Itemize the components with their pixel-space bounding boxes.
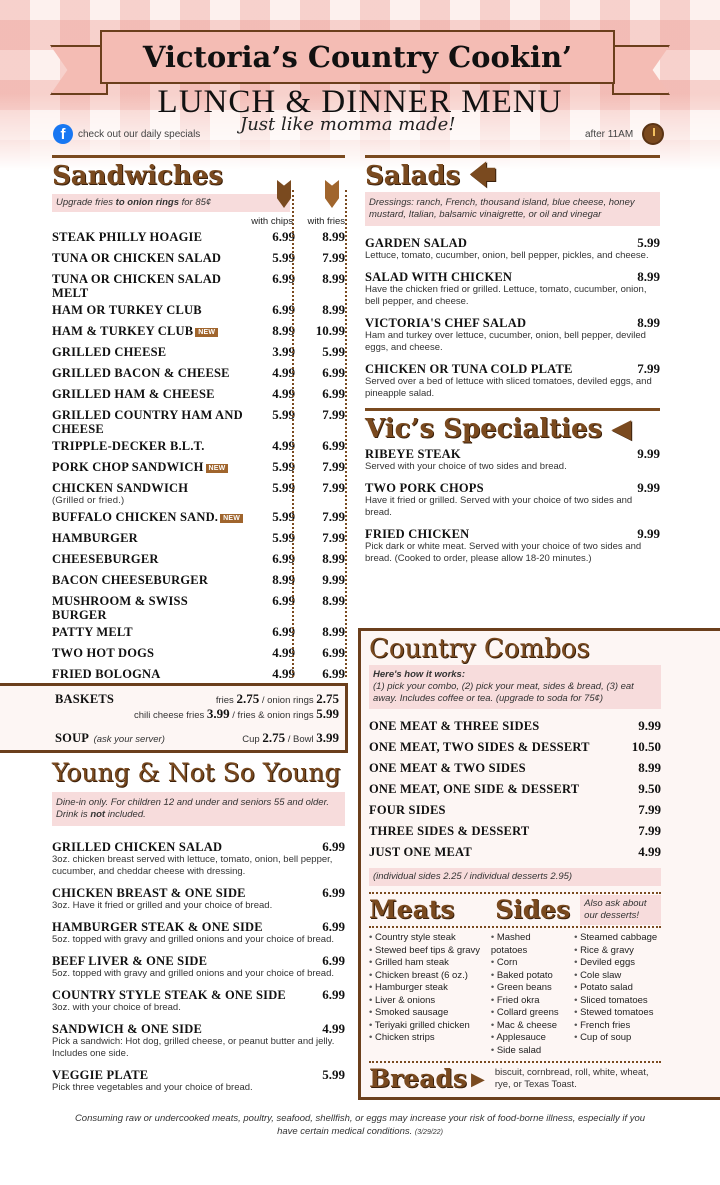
item-name-text: MUSHROOM & SWISS BURGER [52,594,188,622]
menu-item [52,528,345,549]
item-price: 6.99 [322,919,345,934]
item-description: Have the chicken fried or grilled. Lettuce, tomato, cucumber, onion, bell pepper, and cheese. [365,284,647,307]
menu-item [52,384,345,405]
menu-item [365,316,660,354]
price-fries: 7.99 [322,407,345,422]
combo-name: THREE SIDES & DESSERT [369,824,530,838]
arrow-right-icon: ▶ [470,1068,485,1089]
price-chips: 8.99 [272,323,295,338]
item-name-text: HAM OR TURKEY CLUB [52,303,202,317]
sandwiches-heading: Sandwiches [52,161,223,191]
facebook-text[interactable]: check out our daily specials [78,129,201,140]
salad-list [365,236,660,400]
young-section [52,757,345,1102]
list-item: • Side salad [491,1045,568,1058]
item-name: SALAD WITH CHICKEN [365,270,513,284]
list-item: • Mashed potatoes [491,932,568,957]
divider [365,155,660,158]
sandwiches-section [52,155,345,685]
list-item: • Steamed cabbage [574,932,661,945]
list-item: • Baked potato [491,970,568,983]
young-list [52,840,345,1094]
new-badge: NEW [220,514,243,523]
price-fries: 8.99 [322,302,345,317]
item-header [52,840,345,854]
price-fries: 7.99 [322,530,345,545]
item-price: 5.99 [322,1067,345,1082]
menu-item [52,321,345,342]
arrow-left-icon: 🡄 [469,161,497,191]
item-name-text: GRILLED CHEESE [52,345,167,359]
item-name-text: PORK CHOP SANDWICH [52,460,204,474]
item-price: 6.99 [322,885,345,900]
item-name: CHICKEN OR TUNA COLD PLATE [365,362,573,376]
item-name: TWO PORK CHOPS [365,481,484,495]
list-item: • Stewed beef tips & gravy [369,945,485,958]
item-price: 9.99 [637,480,660,495]
col-chips: with chips [251,216,293,227]
baskets-box: BASKETS fries 2.75 / onion rings 2.75 chili cheese fries 3.99 / fries & onion rings 5.99 SOUP (ask your server) Cup 2.75 / Bowl 3.99 [0,683,348,753]
sides-list [491,932,568,1057]
salads-heading: Salads 🡄 [365,161,497,191]
menu-item [52,363,345,384]
price-chips: 4.99 [272,365,295,380]
item-name [52,408,245,436]
list-item: • Hamburger steak [369,982,485,995]
item-name [52,460,245,474]
facebook-icon[interactable]: f [53,124,73,144]
item-price: 9.99 [637,446,660,461]
price-chips: 5.99 [272,530,295,545]
combo-name: ONE MEAT & TWO SIDES [369,761,526,775]
item-description: Served over a bed of lettuce with sliced tomatoes, deviled eggs, and pineapple salad. [365,376,652,399]
combo-price: 8.99 [638,760,661,775]
item-name: HAMBURGER STEAK & ONE SIDE [52,920,263,934]
item-name: GRILLED CHICKEN SALAD [52,840,223,854]
menu-item [365,236,660,262]
combo-price: 7.99 [638,823,661,838]
item-price: 7.99 [637,361,660,376]
new-badge: NEW [195,328,218,337]
item-name-text: PATTY MELT [52,625,133,639]
combo-name: ONE MEAT & THREE SIDES [369,719,540,733]
item-name [52,366,245,380]
item-description: 3oz. with your choice of bread. [52,1002,181,1013]
list-item: • Mac & cheese [491,1020,568,1033]
item-name [52,230,245,244]
item-name [52,251,245,265]
baskets-label: BASKETS [55,692,115,706]
menu-item [52,988,345,1014]
item-price: 6.99 [322,987,345,1002]
combo-item [369,782,661,803]
price-fries: 8.99 [322,271,345,286]
price-chips: 5.99 [272,407,295,422]
item-header [52,954,345,968]
price-fries: 9.99 [322,572,345,587]
price-chips: 5.99 [272,509,295,524]
menu-item [52,954,345,980]
menu-item [52,840,345,878]
item-name [52,510,245,524]
item-header [52,988,345,1002]
combos-heading: Country Combos [369,634,590,664]
item-name-text: GRILLED HAM & CHEESE [52,387,215,401]
menu-item [52,478,345,507]
young-note: Dine-in only. For children 12 and under and seniors 55 and older. Drink is not included. [52,792,345,826]
item-name-text: BUFFALO CHICKEN SAND. [52,510,219,524]
menu-item [365,481,660,519]
price-fries: 6.99 [322,438,345,453]
item-price: 8.99 [637,315,660,330]
item-name-text: TRIPPLE-DECKER B.L.T. [52,439,205,453]
item-name [52,481,245,507]
item-description: Lettuce, tomato, cucumber, onion, bell pepper, pickles, and cheese. [365,250,649,261]
list-item: • Stewed tomatoes [574,1007,661,1020]
menu-item [52,300,345,321]
list-item: • Fried okra [491,995,568,1008]
price-fries: 6.99 [322,386,345,401]
price-chips: 5.99 [272,459,295,474]
combo-name: ONE MEAT, TWO SIDES & DESSERT [369,740,590,754]
clock-icon [642,123,664,145]
item-name-text: TUNA OR CHICKEN SALAD MELT [52,272,222,300]
item-name [52,667,245,681]
price-fries: 5.99 [322,344,345,359]
arrow-left-icon: ◀ [611,414,632,444]
combo-name: JUST ONE MEAT [369,845,472,859]
item-name [52,573,245,587]
combo-item [369,803,661,824]
item-name-text: HAMBURGER [52,531,138,545]
combo-item [369,845,661,866]
list-item: • Green beans [491,982,568,995]
item-name-text: BACON CHEESEBURGER [52,573,209,587]
item-header [365,270,660,284]
item-name [52,625,245,639]
item-name-text: GRILLED COUNTRY HAM AND CHEESE [52,408,243,436]
item-name-text: HAM & TURKEY CLUB [52,324,194,338]
menu-item [52,549,345,570]
salads-section [365,155,660,573]
price-chips: 6.99 [272,271,295,286]
menu-item [365,270,660,308]
list-item: • Deviled eggs [574,957,661,970]
menu-item [52,269,345,300]
list-item: • Sliced tomatoes [574,995,661,1008]
list-item: • Liver & onions [369,995,485,1008]
combo-name: ONE MEAT, ONE SIDE & DESSERT [369,782,580,796]
item-name: RIBEYE STEAK [365,447,461,461]
item-header [52,1022,345,1036]
menu-item [52,248,345,269]
item-name: FRIED CHICKEN [365,527,470,541]
menu-item [52,622,345,643]
item-price: 4.99 [322,1021,345,1036]
specialties-list [365,447,660,565]
upgrade-note: Upgrade fries to onion rings for 85¢ [52,194,290,212]
soup-label: SOUP [55,731,90,745]
disclaimer: Consuming raw or undercooked meats, poultry, seafood, shellfish, or eggs may increase your risk of food-borne illness, especially if you have certain medical conditions. (3/29/22) [74,1113,646,1137]
column-divider [292,190,294,677]
price-chips: 4.99 [272,438,295,453]
item-name: SANDWICH & ONE SIDE [52,1022,203,1036]
item-header [365,316,660,330]
item-name: COUNTRY STYLE STEAK & ONE SIDE [52,988,286,1002]
divider [52,155,345,158]
sandwich-list [52,227,345,685]
item-description: Pick three vegetables and your choice of bread. [52,1082,253,1093]
menu-item [52,227,345,248]
item-description: Ham and turkey over lettuce, cucumber, onion, bell pepper, deviled eggs, and cheese. [365,330,646,353]
combo-price: 9.99 [638,718,661,733]
item-name [52,272,245,300]
item-header [365,527,660,541]
menu-item [52,436,345,457]
specialties-heading: Vic’s Specialties ◀ [365,414,632,444]
item-price: 5.99 [637,235,660,250]
item-name: GARDEN SALAD [365,236,468,250]
combo-price: 4.99 [638,844,661,859]
price-chips: 6.99 [272,624,295,639]
item-name [52,345,245,359]
list-item: • Potato salad [574,982,661,995]
col-fries: with fries [307,216,345,227]
menu-subtitle: LUNCH & DINNER MENU [157,84,563,120]
item-description: Pick a sandwich: Hot dog, grilled cheese, or peanut butter and jelly. Includes one side. [52,1036,335,1059]
menu-item [52,405,345,436]
price-chips: 5.99 [272,250,295,265]
restaurant-title: Victoria’s Country Cookin’ [100,30,615,84]
item-name-text: FRIED BOLOGNA [52,667,161,681]
price-chips: 4.99 [272,645,295,660]
price-chips: 4.99 [272,386,295,401]
item-name-text: STEAK PHILLY HOAGIE [52,230,203,244]
dressings-note: Dressings: ranch, French, thousand island, blue cheese, honey mustard, Italian, balsamic vinaigrette, or oil and vinegar [365,192,660,226]
combo-item [369,761,661,782]
menu-item [52,920,345,946]
item-name [52,594,245,622]
column-divider [345,190,347,677]
list-item: • French fries [574,1020,661,1033]
extras-note: (individual sides 2.25 / individual desserts 2.95) [369,868,661,886]
item-header [52,886,345,900]
list-item: • Applesauce [491,1032,568,1045]
item-name: BEEF LIVER & ONE SIDE [52,954,208,968]
price-fries: 8.99 [322,229,345,244]
menu-item [52,1068,345,1094]
item-header [365,447,660,461]
menu-item [52,342,345,363]
item-header [52,1068,345,1082]
item-price: 8.99 [637,269,660,284]
menu-item [52,507,345,528]
menu-item [365,362,660,400]
item-name [52,531,245,545]
price-fries: 6.99 [322,365,345,380]
item-description: Served with your choice of two sides and bread. [365,461,567,472]
item-name [52,552,245,566]
item-description: Have it fried or grilled. Served with your choice of two sides and bread. [365,495,633,518]
new-badge: NEW [206,464,229,473]
item-name-text: CHICKEN SANDWICH [52,481,189,495]
list-item: • Collard greens [491,1007,568,1020]
item-name: VICTORIA'S CHEF SALAD [365,316,527,330]
tagline: Just like momma made! [240,114,456,135]
price-chips: 8.99 [272,572,295,587]
item-description: Pick dark or white meat. Served with your choice of two sides and bread. (Cooked to order, please allow 18-20 minutes.) [365,541,642,564]
list-item: • Grilled ham steak [369,957,485,970]
how-it-works: Here's how it works: (1) pick your combo, (2) pick your meat, sides & bread, (3) eat away. Includes coffee or tea. (upgrade to soda for 75¢) [369,665,661,709]
item-price: 6.99 [322,953,345,968]
list-item: • Chicken strips [369,1032,485,1045]
meats-list [369,932,485,1057]
combo-price: 10.50 [631,739,661,754]
menu-item [365,527,660,565]
menu-item [52,664,345,685]
price-fries: 6.99 [322,645,345,660]
sides-heading: Sides [495,895,571,924]
combo-item [369,824,661,845]
price-fries: 7.99 [322,250,345,265]
list-item: • Chicken breast (6 oz.) [369,970,485,983]
combo-list [369,719,661,866]
list-item: • Country style steak [369,932,485,945]
item-description: 3oz. chicken breast served with lettuce, tomato, onion, bell pepper, cucumber, and cheddar cheese with dressing. [52,854,333,877]
price-fries: 7.99 [322,509,345,524]
meats-heading: Meats [369,895,455,924]
price-chips: 6.99 [272,302,295,317]
list-item: • Rice & gravy [574,945,661,958]
list-item: • Corn [491,957,568,970]
combos-box [358,628,720,1100]
item-name [52,439,245,453]
item-description: 5oz. topped with gravy and grilled onions and your choice of bread. [52,934,335,945]
price-fries: 8.99 [322,624,345,639]
price-chips: 3.99 [272,344,295,359]
menu-item [52,457,345,478]
breads-text: biscuit, cornbread, roll, white, wheat, rye, or Texas Toast. [494,1067,649,1090]
combo-item [369,740,661,761]
item-description: (Grilled or fried.) [52,495,125,506]
menu-item [52,643,345,664]
item-name: CHICKEN BREAST & ONE SIDE [52,886,246,900]
price-fries: 6.99 [322,666,345,681]
price-chips: 6.99 [272,593,295,608]
sides-list [574,932,661,1057]
item-name [52,303,245,317]
list-item: • Teriyaki grilled chicken [369,1020,485,1033]
price-chips: 6.99 [272,229,295,244]
item-name [52,324,245,338]
item-price: 9.99 [637,526,660,541]
young-heading: Young & Not So Young [52,758,341,787]
item-description: 5oz. topped with gravy and grilled onions and your choice of bread. [52,968,335,979]
breads-heading: Breads [369,1064,467,1093]
menu-item [52,570,345,591]
item-name-text: TUNA OR CHICKEN SALAD [52,251,222,265]
item-name-text: GRILLED BACON & CHEESE [52,366,230,380]
list-item: • Cole slaw [574,970,661,983]
price-fries: 8.99 [322,551,345,566]
price-chips: 4.99 [272,666,295,681]
list-item: • Smoked sausage [369,1007,485,1020]
item-header [365,481,660,495]
price-fries: 8.99 [322,593,345,608]
combo-price: 9.50 [638,781,661,796]
item-header [365,236,660,250]
combo-item [369,719,661,740]
divider [365,408,660,411]
item-description: 3oz. Have it fried or grilled and your choice of bread. [52,900,273,911]
dessert-note: Also ask about our desserts! [580,895,661,925]
item-name [52,646,245,660]
menu-item [52,591,345,622]
price-fries: 7.99 [322,480,345,495]
item-name [52,387,245,401]
item-name: VEGGIE PLATE [52,1068,149,1082]
price-chips: 5.99 [272,480,295,495]
price-chips: 6.99 [272,551,295,566]
item-header [365,362,660,376]
item-price: 6.99 [322,839,345,854]
menu-item [365,447,660,473]
combo-name: FOUR SIDES [369,803,446,817]
item-name-text: TWO HOT DOGS [52,646,155,660]
item-header [52,920,345,934]
list-item: • Cup of soup [574,1032,661,1045]
menu-item [52,1022,345,1060]
hours-text: after 11AM [585,129,634,140]
menu-item [52,886,345,912]
item-name-text: CHEESEBURGER [52,552,159,566]
price-fries: 10.99 [315,323,345,338]
price-fries: 7.99 [322,459,345,474]
combo-price: 7.99 [638,802,661,817]
